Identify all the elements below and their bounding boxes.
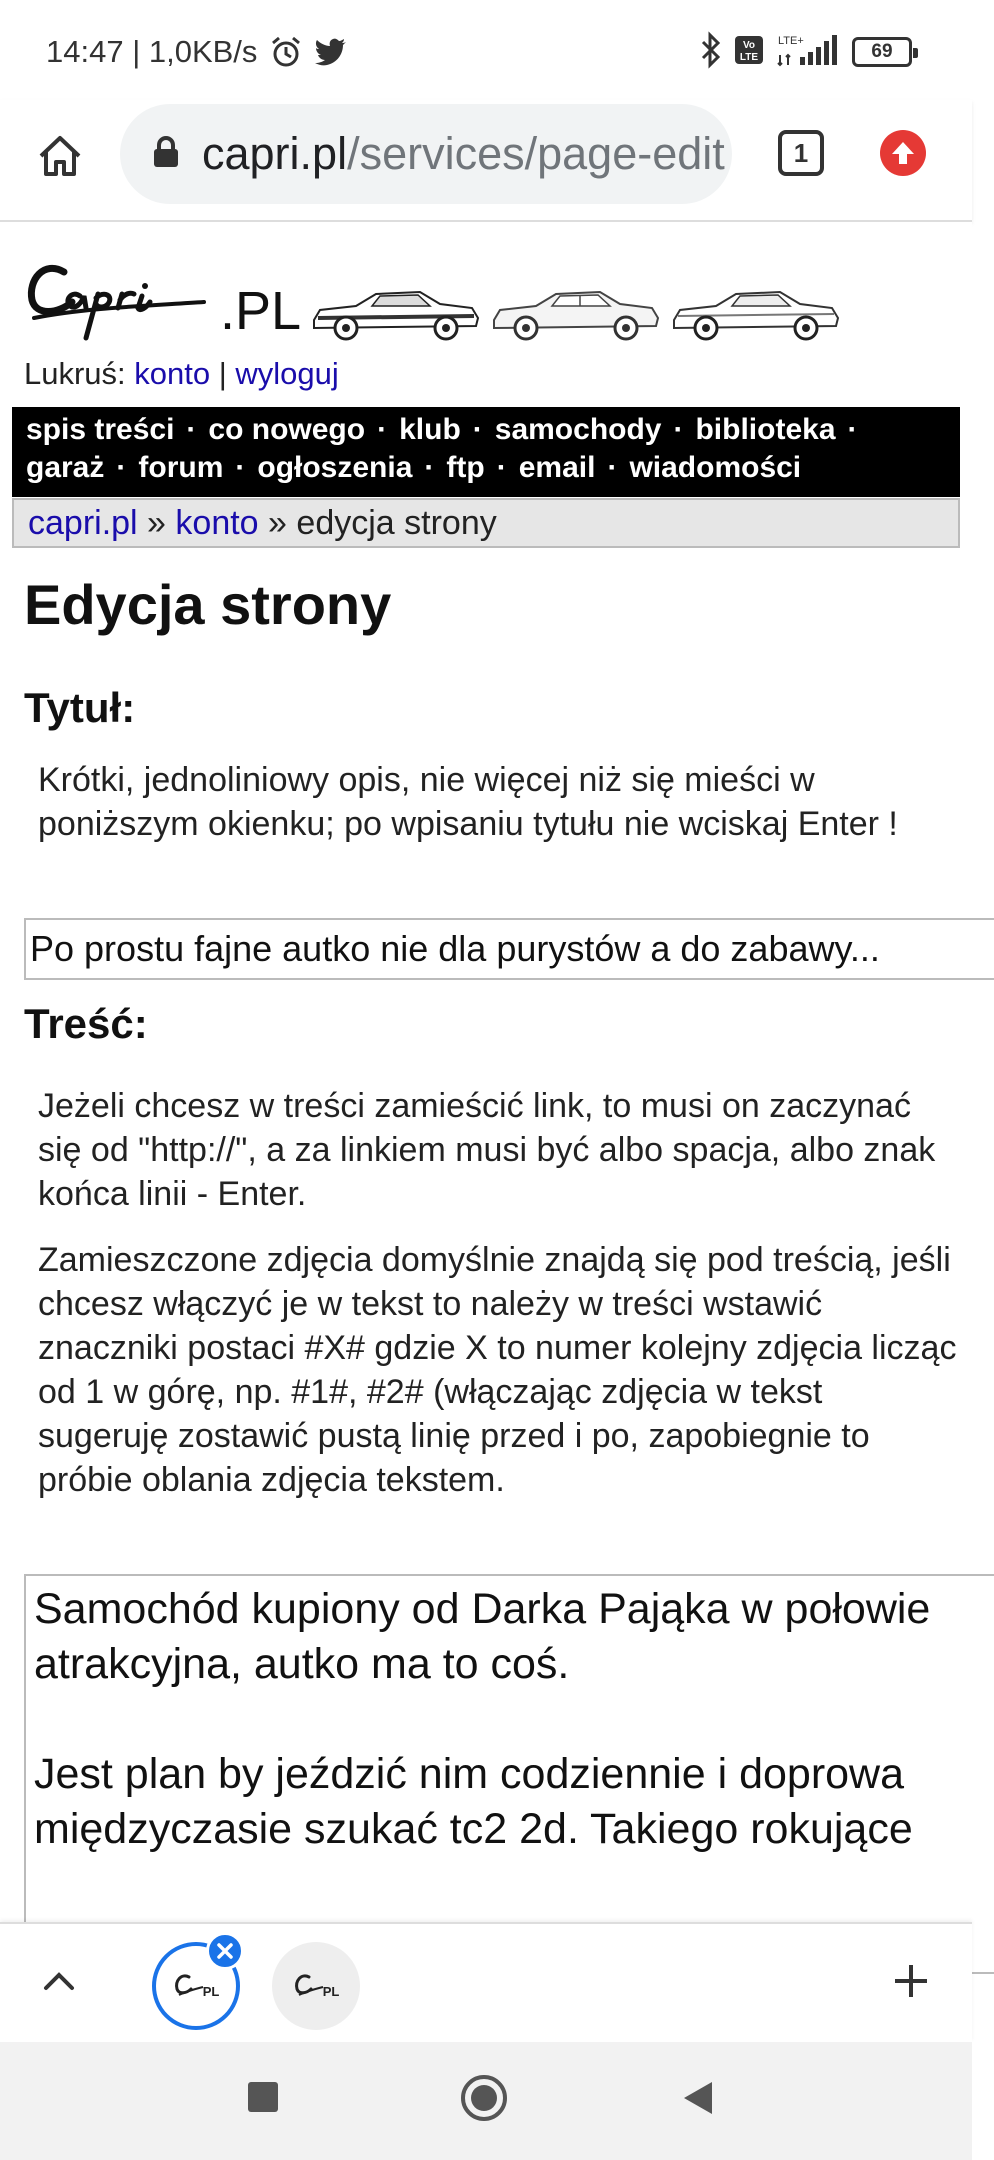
content-textarea[interactable]: Samochód kupiony od Darka Pająka w połowie atrakcyjna, autko ma to coś. Jest plan by jeździć nim codziennie i doprowa międzyczasie szukać tc2 2d. Takiego rokujące (24, 1574, 994, 1974)
nav-item-klub[interactable]: klub (399, 413, 461, 446)
main-nav (12, 407, 960, 497)
title-help-text: Krótki, jednoliniowy opis, nie więcej niż się mieści w poniższym okienku; po wpisaniu tytułu nie wciskaj Enter ! (38, 761, 898, 843)
plus-icon (893, 1963, 929, 1999)
update-button[interactable] (880, 130, 926, 176)
logout-link[interactable]: wyloguj (235, 356, 339, 391)
nav-item-ftp[interactable]: ftp (446, 451, 485, 484)
nav-row-1 (26, 411, 946, 449)
alarm-icon (269, 35, 303, 69)
favicon-label: PL (322, 1983, 340, 1999)
breadcrumb (12, 498, 960, 548)
nav-separator: · (424, 451, 435, 484)
site-header (24, 246, 924, 346)
nav-separator: · (607, 451, 618, 484)
nav-item-wiadomosci[interactable]: wiadomości (629, 451, 802, 484)
capri-favicon-icon (173, 1971, 207, 2001)
status-left (46, 30, 347, 74)
title-input[interactable]: Po prostu fajne autko nie dla purystów a do zabawy... (24, 918, 994, 980)
nav-item-garaz[interactable]: garaż (26, 451, 105, 484)
breadcrumb-current: edycja strony (296, 504, 497, 542)
new-tab-button[interactable] (884, 1954, 938, 2008)
nav-separator: · (673, 413, 684, 446)
content-label: Treść: (24, 1000, 148, 1047)
status-bar (0, 0, 972, 100)
user-separator: | (210, 356, 236, 391)
twitter-icon (315, 38, 347, 66)
nav-row-2 (26, 449, 946, 487)
breadcrumb-home-link[interactable]: capri.pl (28, 504, 138, 542)
capri-logo-script (24, 250, 224, 342)
circle-home-icon (460, 2074, 508, 2122)
bluetooth-icon (700, 33, 722, 72)
chevron-up-icon (43, 1971, 75, 1991)
lock-icon (152, 135, 180, 174)
svg-text:LTE+: LTE+ (778, 34, 804, 47)
account-link[interactable]: konto (134, 356, 211, 391)
capri-favicon-icon (293, 1971, 327, 2001)
close-tab-button[interactable] (206, 1932, 244, 1970)
status-time-speed: 14:47 | 1,0KB/s (46, 34, 258, 69)
content-help-text-links: Jeżeli chcesz w treści zamieścić link, to musi on zaczynać się od "http://", a za linkiem musi być albo spacja, albo znak końca linii - Enter. (38, 1087, 936, 1213)
square-icon (246, 2080, 280, 2114)
nav-item-ogloszenia[interactable]: ogłoszenia (257, 451, 413, 484)
car-illustration-1 (310, 286, 482, 342)
recents-button[interactable] (246, 2080, 280, 2119)
status-right (700, 30, 912, 74)
tab-strip (0, 1922, 972, 2042)
tab-strip-tab-inactive[interactable] (272, 1942, 360, 2030)
favicon-label: PL (202, 1983, 220, 1999)
breadcrumb-separator: » (137, 504, 176, 542)
page-title: Edycja strony (24, 573, 392, 636)
home-icon (36, 132, 84, 180)
content-help-text-images: Zamieszczone zdjęcia domyślnie znajdą się pod treścią, jeśli chcesz włączyć je w tekst to należy w treści wstawić znaczniki postaci #X# gdzie X to numer kolejny zdjęcia licząc od 1 w górę, np. #1#, #2# (włączając zdjęcia w tekst sugeruję zostawić pustą linię przed i po, zapobiegnie to próbie oblania zdjęcia tekstem. (38, 1241, 957, 1499)
tab-switcher-button[interactable]: 1 (778, 130, 824, 176)
url-text (202, 128, 725, 180)
nav-separator: · (472, 413, 483, 446)
back-button[interactable] (682, 2080, 714, 2121)
title-label: Tytuł: (24, 684, 136, 731)
nav-item-biblioteka[interactable]: biblioteka (695, 413, 836, 446)
breadcrumb-account-link[interactable]: konto (175, 504, 259, 542)
url-host: capri.pl (202, 128, 348, 179)
user-name: Lukruś: (24, 356, 135, 391)
back-triangle-icon (682, 2080, 714, 2116)
nav-item-co-nowego[interactable]: co nowego (208, 413, 366, 446)
nav-separator: · (186, 413, 197, 446)
nav-separator: · (377, 413, 388, 446)
system-home-button[interactable] (460, 2074, 508, 2127)
nav-separator: · (496, 451, 507, 484)
logo-suffix: .PL (220, 281, 302, 341)
update-arrow-icon (889, 139, 917, 167)
web-page (0, 222, 972, 1922)
nav-item-email[interactable]: email (518, 451, 596, 484)
nav-item-spis-tresci[interactable]: spis treści (26, 413, 175, 446)
expand-tabs-button[interactable] (32, 1954, 86, 2008)
browser-toolbar (0, 100, 972, 222)
signal-icon (776, 33, 840, 72)
url-path: /services/page-edit (347, 128, 725, 179)
nav-separator: · (235, 451, 246, 484)
user-line (24, 356, 339, 392)
breadcrumb-separator: » (258, 504, 297, 542)
nav-separator: · (847, 413, 858, 446)
svg-text:LTE: LTE (739, 51, 759, 63)
volte-icon (734, 35, 764, 70)
svg-text:Vo: Vo (742, 39, 756, 51)
site-logo[interactable] (24, 250, 302, 342)
close-icon (216, 1942, 234, 1960)
nav-separator: · (116, 451, 127, 484)
nav-item-samochody[interactable]: samochody (494, 413, 662, 446)
system-nav-bar (0, 2042, 972, 2160)
home-button[interactable] (30, 126, 90, 186)
battery-indicator: 69 (852, 37, 912, 67)
car-illustration-2 (490, 286, 662, 342)
nav-item-forum[interactable]: forum (138, 451, 224, 484)
url-bar[interactable] (120, 104, 732, 204)
car-illustration-3 (670, 286, 842, 342)
